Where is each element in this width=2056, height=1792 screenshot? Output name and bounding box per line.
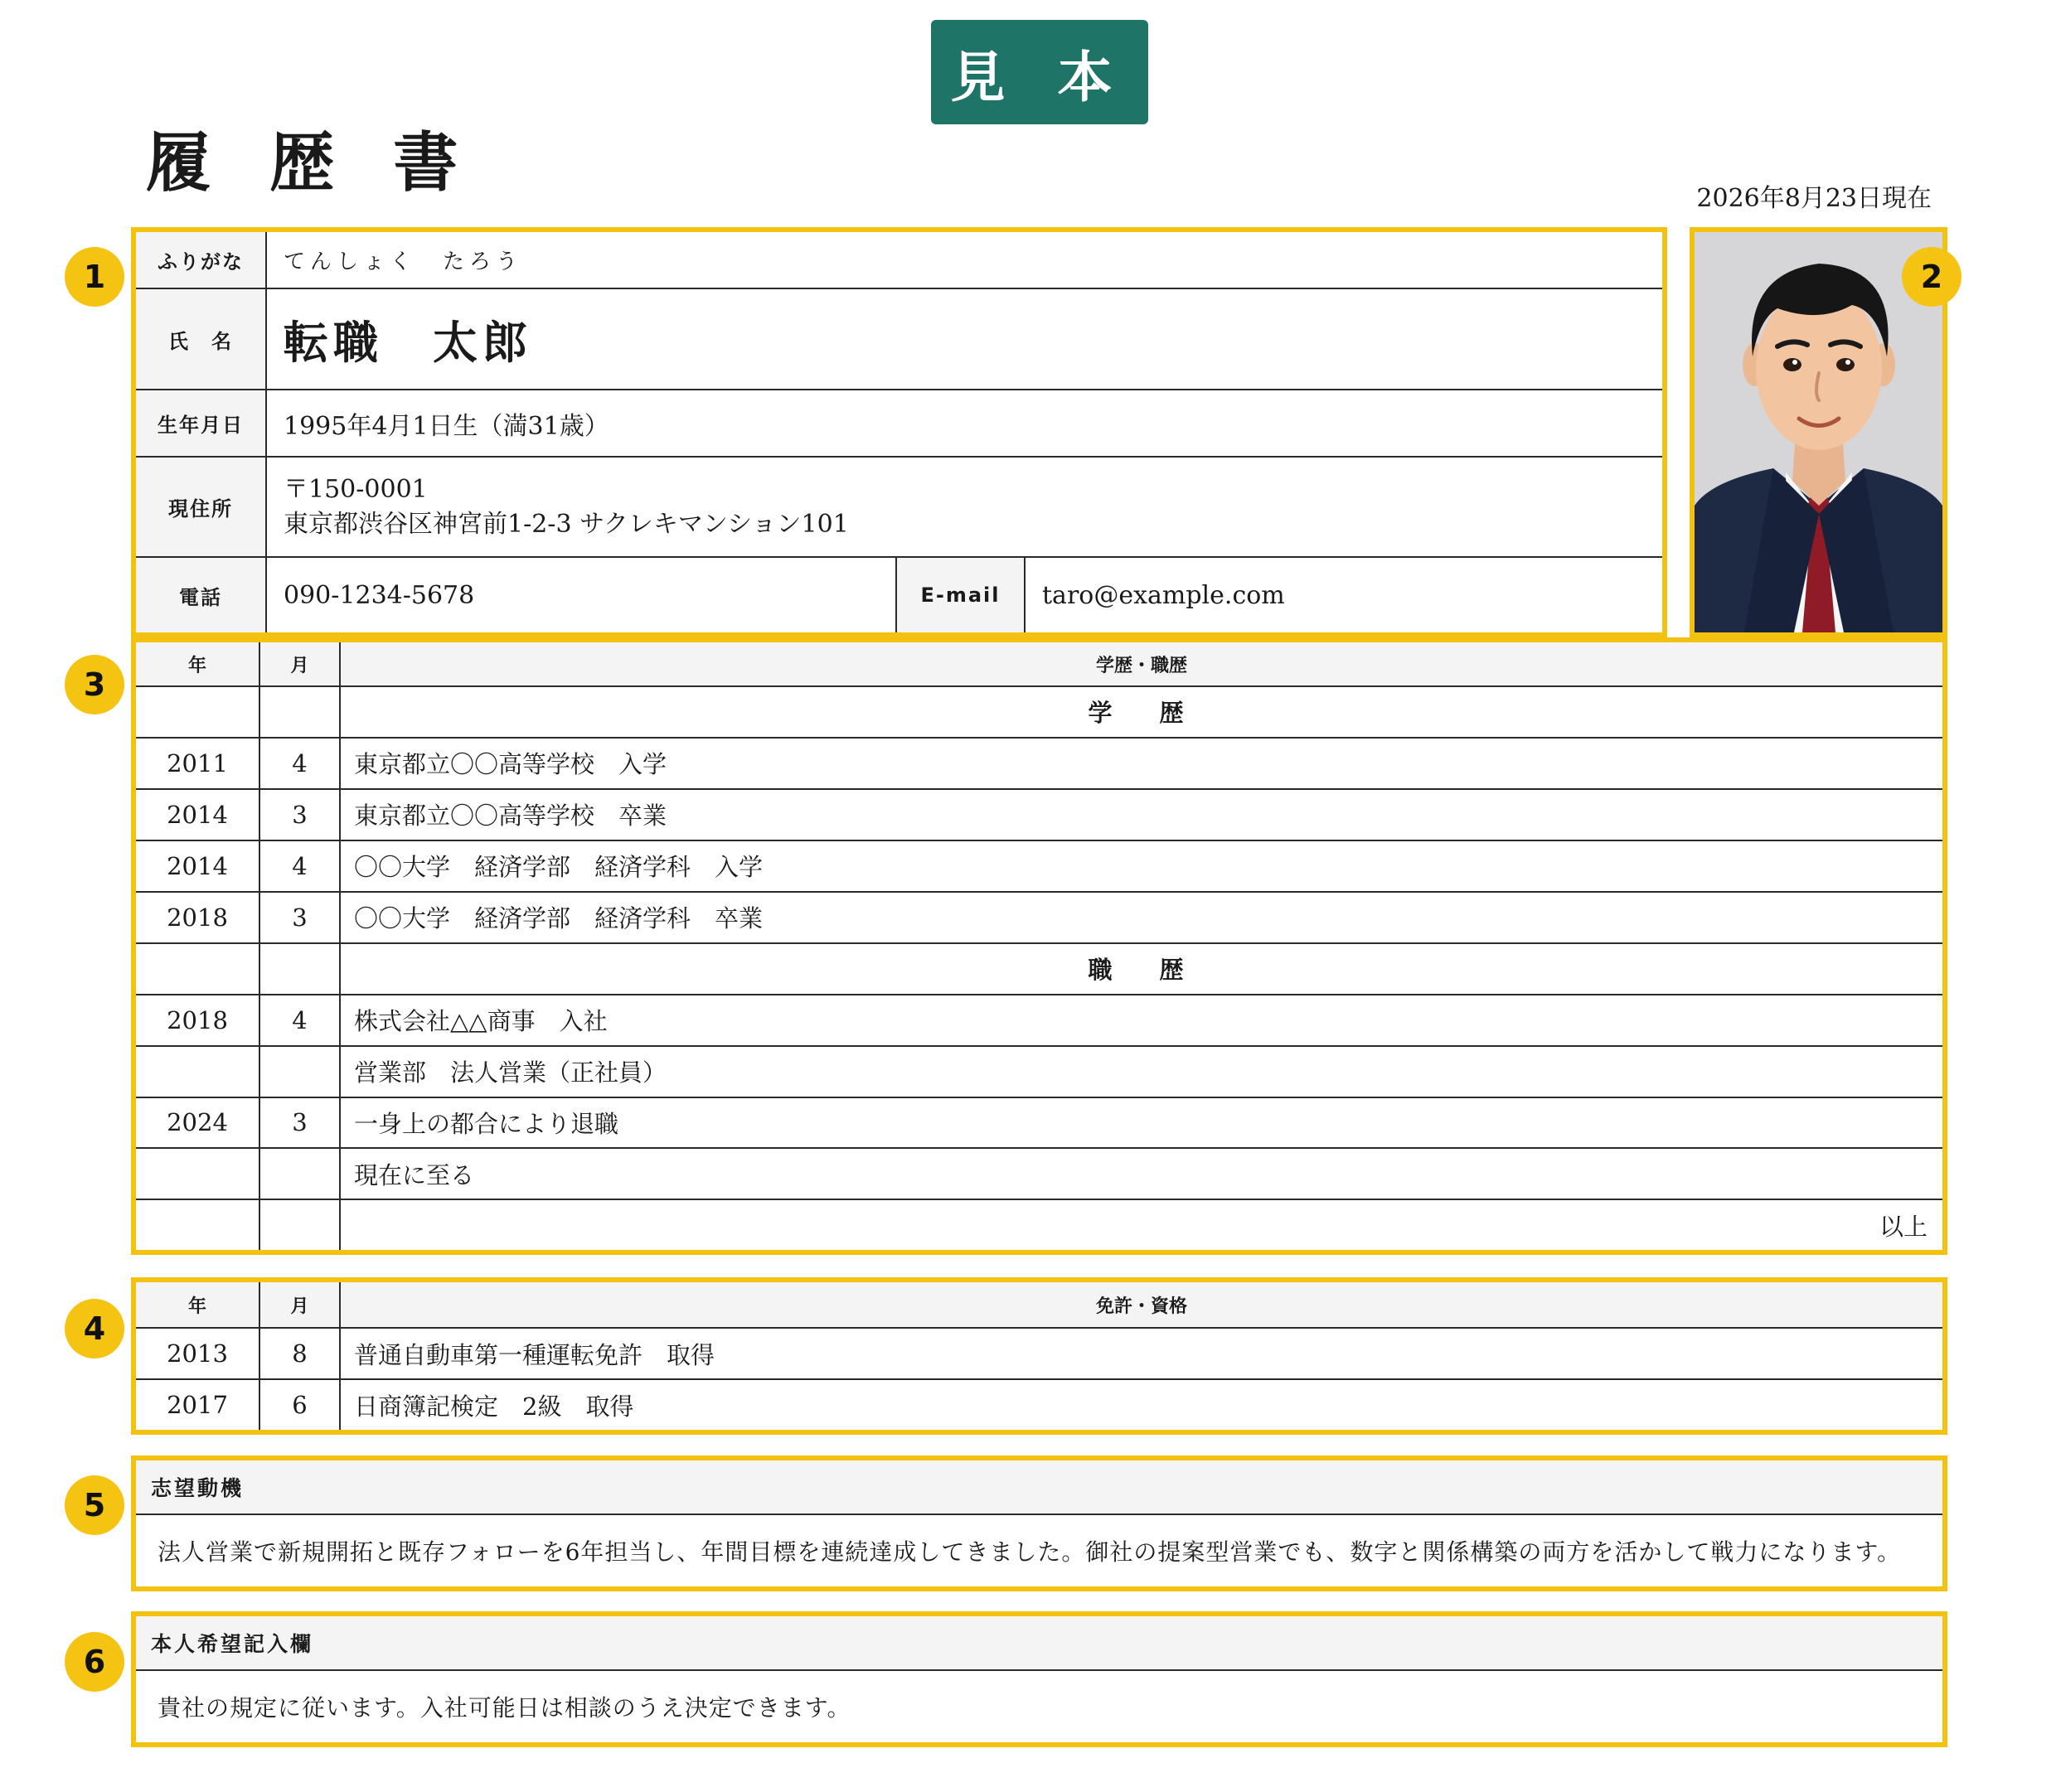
month-cell: 4 bbox=[259, 995, 340, 1046]
table-row bbox=[136, 995, 1942, 1046]
year-header: 年 bbox=[136, 1282, 259, 1328]
licenses-section bbox=[131, 1277, 1947, 1435]
content-cell: 日商簿記検定 2級 取得 bbox=[340, 1379, 1942, 1430]
content-cell: 株式会社△△商事 入社 bbox=[340, 995, 1942, 1046]
phone-value: 090-1234-5678 bbox=[266, 557, 896, 632]
year-cell: 2017 bbox=[136, 1379, 259, 1430]
email-label: E-mail bbox=[896, 557, 1025, 632]
year-cell: 2014 bbox=[136, 789, 259, 840]
content-header: 免許・資格 bbox=[340, 1282, 1942, 1328]
street-address: 東京都渋谷区神宮前1-2-3 サクレキマンション101 bbox=[284, 509, 849, 539]
month-cell: 4 bbox=[259, 840, 340, 892]
table-row bbox=[136, 840, 1942, 892]
table-row bbox=[136, 1148, 1942, 1199]
sample-badge: 見 本 bbox=[931, 20, 1148, 124]
birth-label: 生年月日 bbox=[136, 390, 266, 457]
kana-value: てんしょく たろう bbox=[266, 232, 1662, 288]
content-cell: 東京都立〇〇高等学校 入学 bbox=[340, 738, 1942, 789]
marker-5: 5 bbox=[65, 1475, 124, 1535]
motivation-text: 法人営業で新規開拓と既存フォローを6年担当し、年間目標を連続達成してきました。御社の提案型営業でも、数字と関係構築の両方を活かして戦力になります。 bbox=[158, 1538, 1902, 1566]
month-cell: 6 bbox=[259, 1379, 340, 1430]
month-cell bbox=[259, 1148, 340, 1199]
year-cell: 2013 bbox=[136, 1328, 259, 1379]
wishes-label: 本人希望記入欄 bbox=[136, 1616, 1942, 1671]
empty-cell bbox=[136, 686, 259, 738]
email-value: taro@example.com bbox=[1025, 557, 1662, 632]
table-row bbox=[136, 738, 1942, 789]
year-cell: 2014 bbox=[136, 840, 259, 892]
kana-label: ふりがな bbox=[136, 232, 266, 288]
content-cell: 一身上の都合により退職 bbox=[340, 1097, 1942, 1149]
year-cell: 2011 bbox=[136, 738, 259, 789]
year-cell: 2018 bbox=[136, 892, 259, 943]
year-cell: 2024 bbox=[136, 1097, 259, 1149]
empty-cell bbox=[259, 686, 340, 738]
month-cell: 3 bbox=[259, 1097, 340, 1149]
table-row bbox=[136, 1046, 1942, 1097]
history-section bbox=[131, 637, 1947, 1255]
marker-6: 6 bbox=[65, 1632, 124, 1692]
month-header: 月 bbox=[259, 1282, 340, 1328]
wishes-section bbox=[131, 1611, 1947, 1747]
year-cell: 2018 bbox=[136, 995, 259, 1046]
address-value bbox=[266, 457, 1662, 557]
address-label: 現住所 bbox=[136, 457, 266, 557]
phone-label: 電話 bbox=[136, 557, 266, 632]
empty-cell bbox=[259, 943, 340, 995]
empty-cell bbox=[136, 943, 259, 995]
wishes-text: 貴社の規定に従います。入社可能日は相談のうえ決定できます。 bbox=[158, 1694, 851, 1722]
year-cell bbox=[136, 1046, 259, 1097]
empty-cell bbox=[136, 1199, 259, 1250]
content-cell: 〇〇大学 経済学部 経済学科 卒業 bbox=[340, 892, 1942, 943]
content-cell: 普通自動車第一種運転免許 取得 bbox=[340, 1328, 1942, 1379]
table-row bbox=[136, 1379, 1942, 1430]
birth-value: 1995年4月1日生（満31歳） bbox=[266, 390, 1662, 457]
content-cell: 現在に至る bbox=[340, 1148, 1942, 1199]
month-cell: 3 bbox=[259, 789, 340, 840]
marker-4: 4 bbox=[65, 1299, 124, 1359]
personal-info-section bbox=[131, 227, 1667, 637]
content-cell: 東京都立〇〇高等学校 卒業 bbox=[340, 789, 1942, 840]
personal-info-table bbox=[136, 232, 1662, 632]
document-title: 履 歴 書 bbox=[146, 125, 477, 201]
year-header: 年 bbox=[136, 642, 259, 686]
month-cell bbox=[259, 1046, 340, 1097]
marker-1: 1 bbox=[65, 247, 124, 307]
work-heading: 職 歴 bbox=[340, 943, 1942, 995]
history-table bbox=[136, 642, 1942, 1250]
motivation-section bbox=[131, 1455, 1947, 1591]
table-row bbox=[136, 1097, 1942, 1149]
end-marker: 以上 bbox=[340, 1199, 1942, 1250]
name-label: 氏 名 bbox=[136, 288, 266, 390]
marker-3: 3 bbox=[65, 655, 124, 714]
content-header: 学歴・職歴 bbox=[340, 642, 1942, 686]
month-cell: 8 bbox=[259, 1328, 340, 1379]
content-cell: 営業部 法人営業（正社員） bbox=[340, 1046, 1942, 1097]
table-row bbox=[136, 1328, 1942, 1379]
education-heading: 学 歴 bbox=[340, 686, 1942, 738]
content-cell: 〇〇大学 経済学部 経済学科 入学 bbox=[340, 840, 1942, 892]
table-row bbox=[136, 892, 1942, 943]
month-cell: 3 bbox=[259, 892, 340, 943]
table-row bbox=[136, 789, 1942, 840]
month-cell: 4 bbox=[259, 738, 340, 789]
motivation-label: 志望動機 bbox=[136, 1460, 1942, 1515]
licenses-table bbox=[136, 1282, 1942, 1430]
postal-code: 〒150-0001 bbox=[284, 474, 428, 504]
month-header: 月 bbox=[259, 642, 340, 686]
empty-cell bbox=[259, 1199, 340, 1250]
year-cell bbox=[136, 1148, 259, 1199]
name-value: 転職 太郎 bbox=[266, 288, 1662, 390]
document-date: 2026年8月23日現在 bbox=[1696, 184, 1932, 213]
marker-2: 2 bbox=[1902, 247, 1961, 307]
